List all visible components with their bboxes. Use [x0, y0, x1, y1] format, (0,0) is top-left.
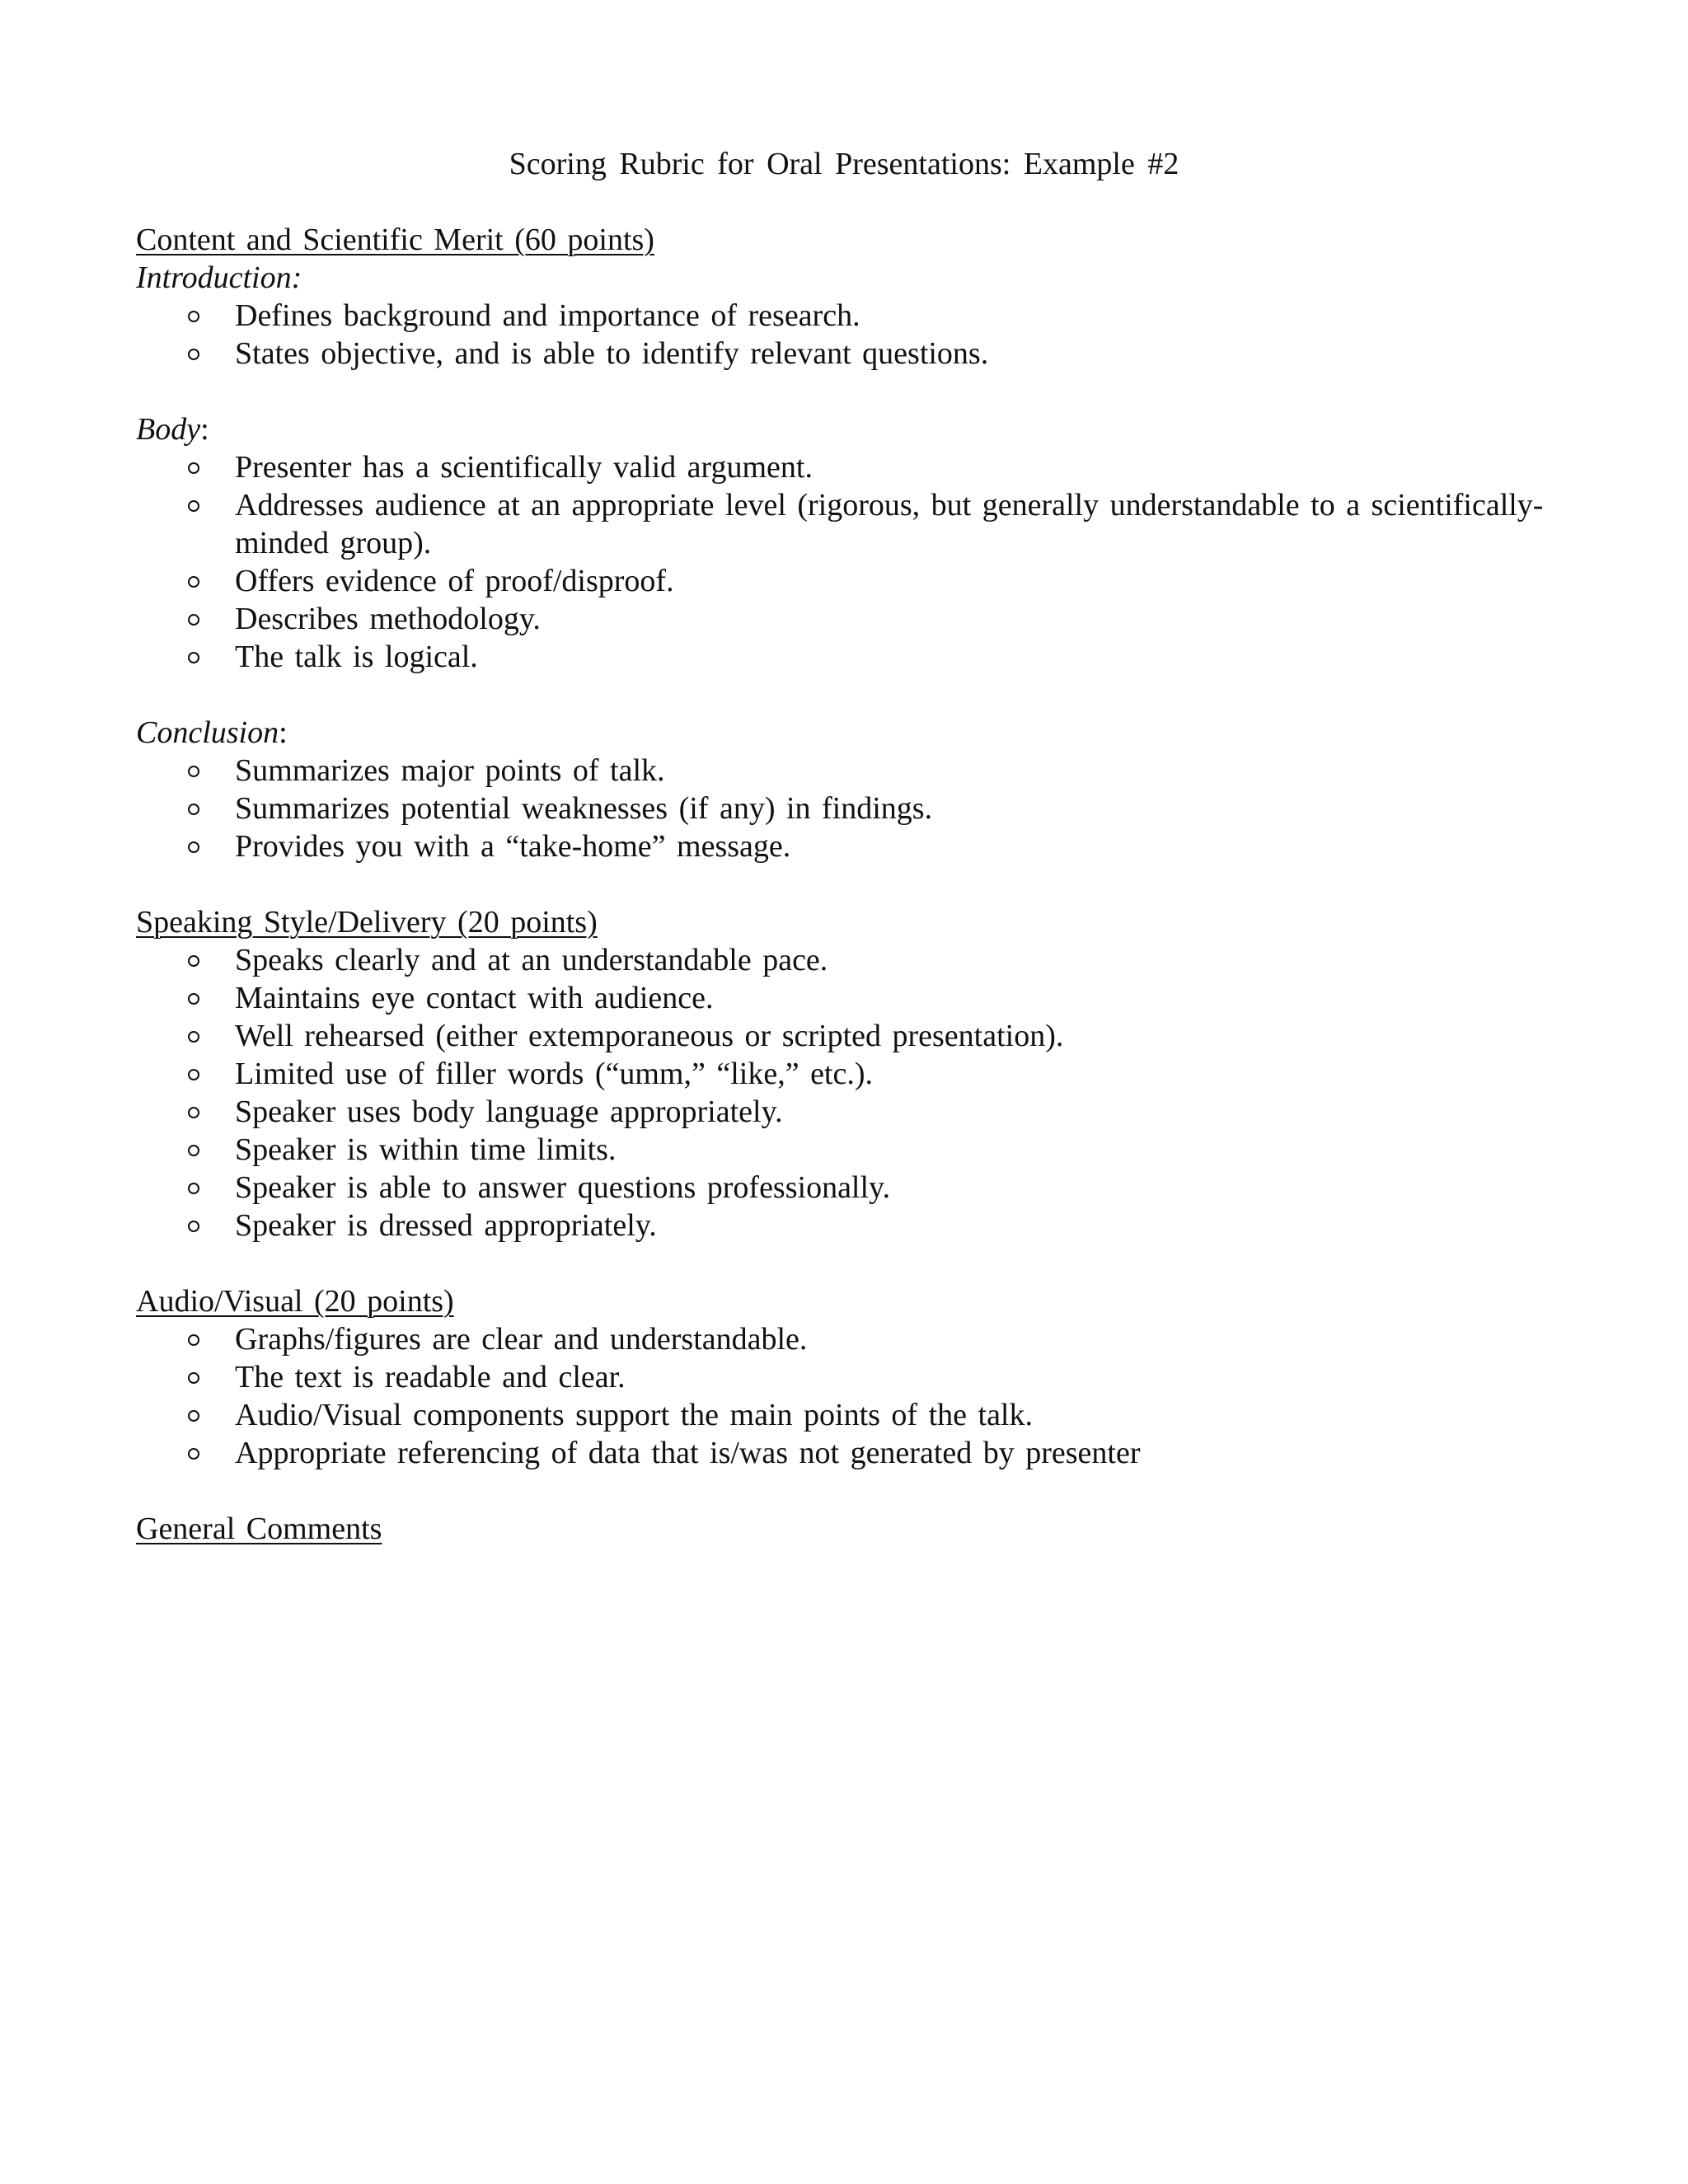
- hollow-circle-icon: [188, 1183, 199, 1194]
- section-heading-content: Content and Scientific Merit (60 points): [136, 223, 654, 257]
- list-item-text: Speaks clearly and at an understandable pace.: [235, 943, 828, 977]
- hollow-circle-icon: [188, 1107, 199, 1118]
- spacer: [136, 373, 1570, 410]
- spacer: [136, 1244, 1570, 1282]
- list-item: [136, 941, 1570, 979]
- list-item: [136, 827, 1570, 865]
- list-item: [136, 600, 1570, 638]
- list-item: [136, 1169, 1570, 1207]
- hollow-circle-icon: [188, 1221, 199, 1232]
- hollow-circle-icon: [188, 1334, 199, 1346]
- introduction-list: [136, 297, 1570, 373]
- list-item: [136, 297, 1570, 335]
- list-item: [136, 1358, 1570, 1396]
- hollow-circle-icon: [188, 766, 199, 777]
- list-item: [136, 1017, 1570, 1055]
- list-item: [136, 1207, 1570, 1244]
- list-item: [136, 562, 1570, 600]
- spacer: [136, 1472, 1570, 1510]
- hollow-circle-icon: [188, 955, 199, 967]
- list-item-text: Graphs/figures are clear and understandable.: [235, 1322, 808, 1357]
- hollow-circle-icon: [188, 841, 199, 853]
- body-list: [136, 448, 1570, 676]
- subheading-introduction: [136, 259, 1570, 297]
- list-item: [136, 1320, 1570, 1358]
- document-title: Scoring Rubric for Oral Presentations: Example #2: [509, 147, 1179, 181]
- speaking-list: [136, 941, 1570, 1244]
- list-item-text: Presenter has a scientifically valid argument.: [235, 450, 813, 485]
- spacer: [136, 865, 1570, 903]
- list-item: [136, 1055, 1570, 1093]
- list-item: [136, 335, 1570, 373]
- hollow-circle-icon: [188, 1069, 199, 1080]
- hollow-circle-icon: [188, 1372, 199, 1384]
- hollow-circle-icon: [188, 1031, 199, 1043]
- list-item-text: Well rehearsed (either extemporaneous or scripted presentation).: [235, 1019, 1064, 1053]
- hollow-circle-icon: [188, 349, 199, 360]
- audio-visual-list: [136, 1320, 1570, 1472]
- list-item: [136, 1434, 1570, 1472]
- hollow-circle-icon: [188, 804, 199, 815]
- list-item-text: Describes methodology.: [235, 602, 541, 636]
- list-item-text: States objective, and is able to identify relevant questions.: [235, 336, 989, 371]
- document-body: [136, 221, 1570, 1548]
- section-heading-general-comments: General Comments: [136, 1511, 382, 1546]
- list-item: [136, 752, 1570, 790]
- list-item: [136, 638, 1570, 676]
- list-item-text: Summarizes major points of talk.: [235, 753, 665, 788]
- list-item-text: Speaker is dressed appropriately.: [235, 1208, 657, 1243]
- list-item-text: Audio/Visual components support the main points of the talk.: [235, 1398, 1033, 1432]
- list-item-text: Addresses audience at an appropriate level (rigorous, but generally understandable to a scientifically-minded group).: [235, 488, 1544, 560]
- hollow-circle-icon: [188, 1410, 199, 1422]
- hollow-circle-icon: [188, 1448, 199, 1460]
- list-item: [136, 979, 1570, 1017]
- subheading-body-label: Body: [136, 412, 201, 447]
- hollow-circle-icon: [188, 576, 199, 588]
- conclusion-list: [136, 752, 1570, 865]
- hollow-circle-icon: [188, 311, 199, 322]
- list-item: [136, 1396, 1570, 1434]
- spacer: [136, 676, 1570, 714]
- hollow-circle-icon: [188, 500, 199, 512]
- hollow-circle-icon: [188, 1145, 199, 1156]
- list-item-text: Appropriate referencing of data that is/was not generated by presenter: [235, 1436, 1141, 1470]
- hollow-circle-icon: [188, 462, 199, 474]
- list-item-text: Provides you with a “take-home” message.: [235, 829, 791, 864]
- list-item-text: Speaker is within time limits.: [235, 1132, 617, 1167]
- list-item-text: Defines background and importance of research.: [235, 298, 860, 333]
- list-item: [136, 486, 1570, 562]
- list-item-text: Speaker is able to answer questions professionally.: [235, 1170, 891, 1205]
- list-item-text: Summarizes potential weaknesses (if any) in findings.: [235, 791, 933, 826]
- list-item: [136, 1093, 1570, 1131]
- list-item-text: Offers evidence of proof/disproof.: [235, 564, 674, 598]
- list-item: [136, 448, 1570, 486]
- hollow-circle-icon: [188, 652, 199, 663]
- list-item-text: Limited use of filler words (“umm,” “like,” etc.).: [235, 1057, 874, 1091]
- hollow-circle-icon: [188, 614, 199, 626]
- subheading-body: Body:: [136, 412, 209, 447]
- subheading-introduction-label: Introduction:: [136, 260, 302, 295]
- list-item: [136, 1131, 1570, 1169]
- section-heading-speaking: Speaking Style/Delivery (20 points): [136, 905, 598, 940]
- subheading-conclusion-label: Conclusion: [136, 715, 279, 750]
- hollow-circle-icon: [188, 993, 199, 1005]
- list-item-text: The talk is logical.: [235, 640, 478, 674]
- subheading-conclusion: Conclusion:: [136, 715, 288, 750]
- list-item: [136, 790, 1570, 827]
- list-item-text: The text is readable and clear.: [235, 1360, 626, 1394]
- section-heading-audio-visual: Audio/Visual (20 points): [136, 1284, 454, 1319]
- list-item-text: Speaker uses body language appropriately.: [235, 1094, 783, 1129]
- list-item-text: Maintains eye contact with audience.: [235, 981, 714, 1015]
